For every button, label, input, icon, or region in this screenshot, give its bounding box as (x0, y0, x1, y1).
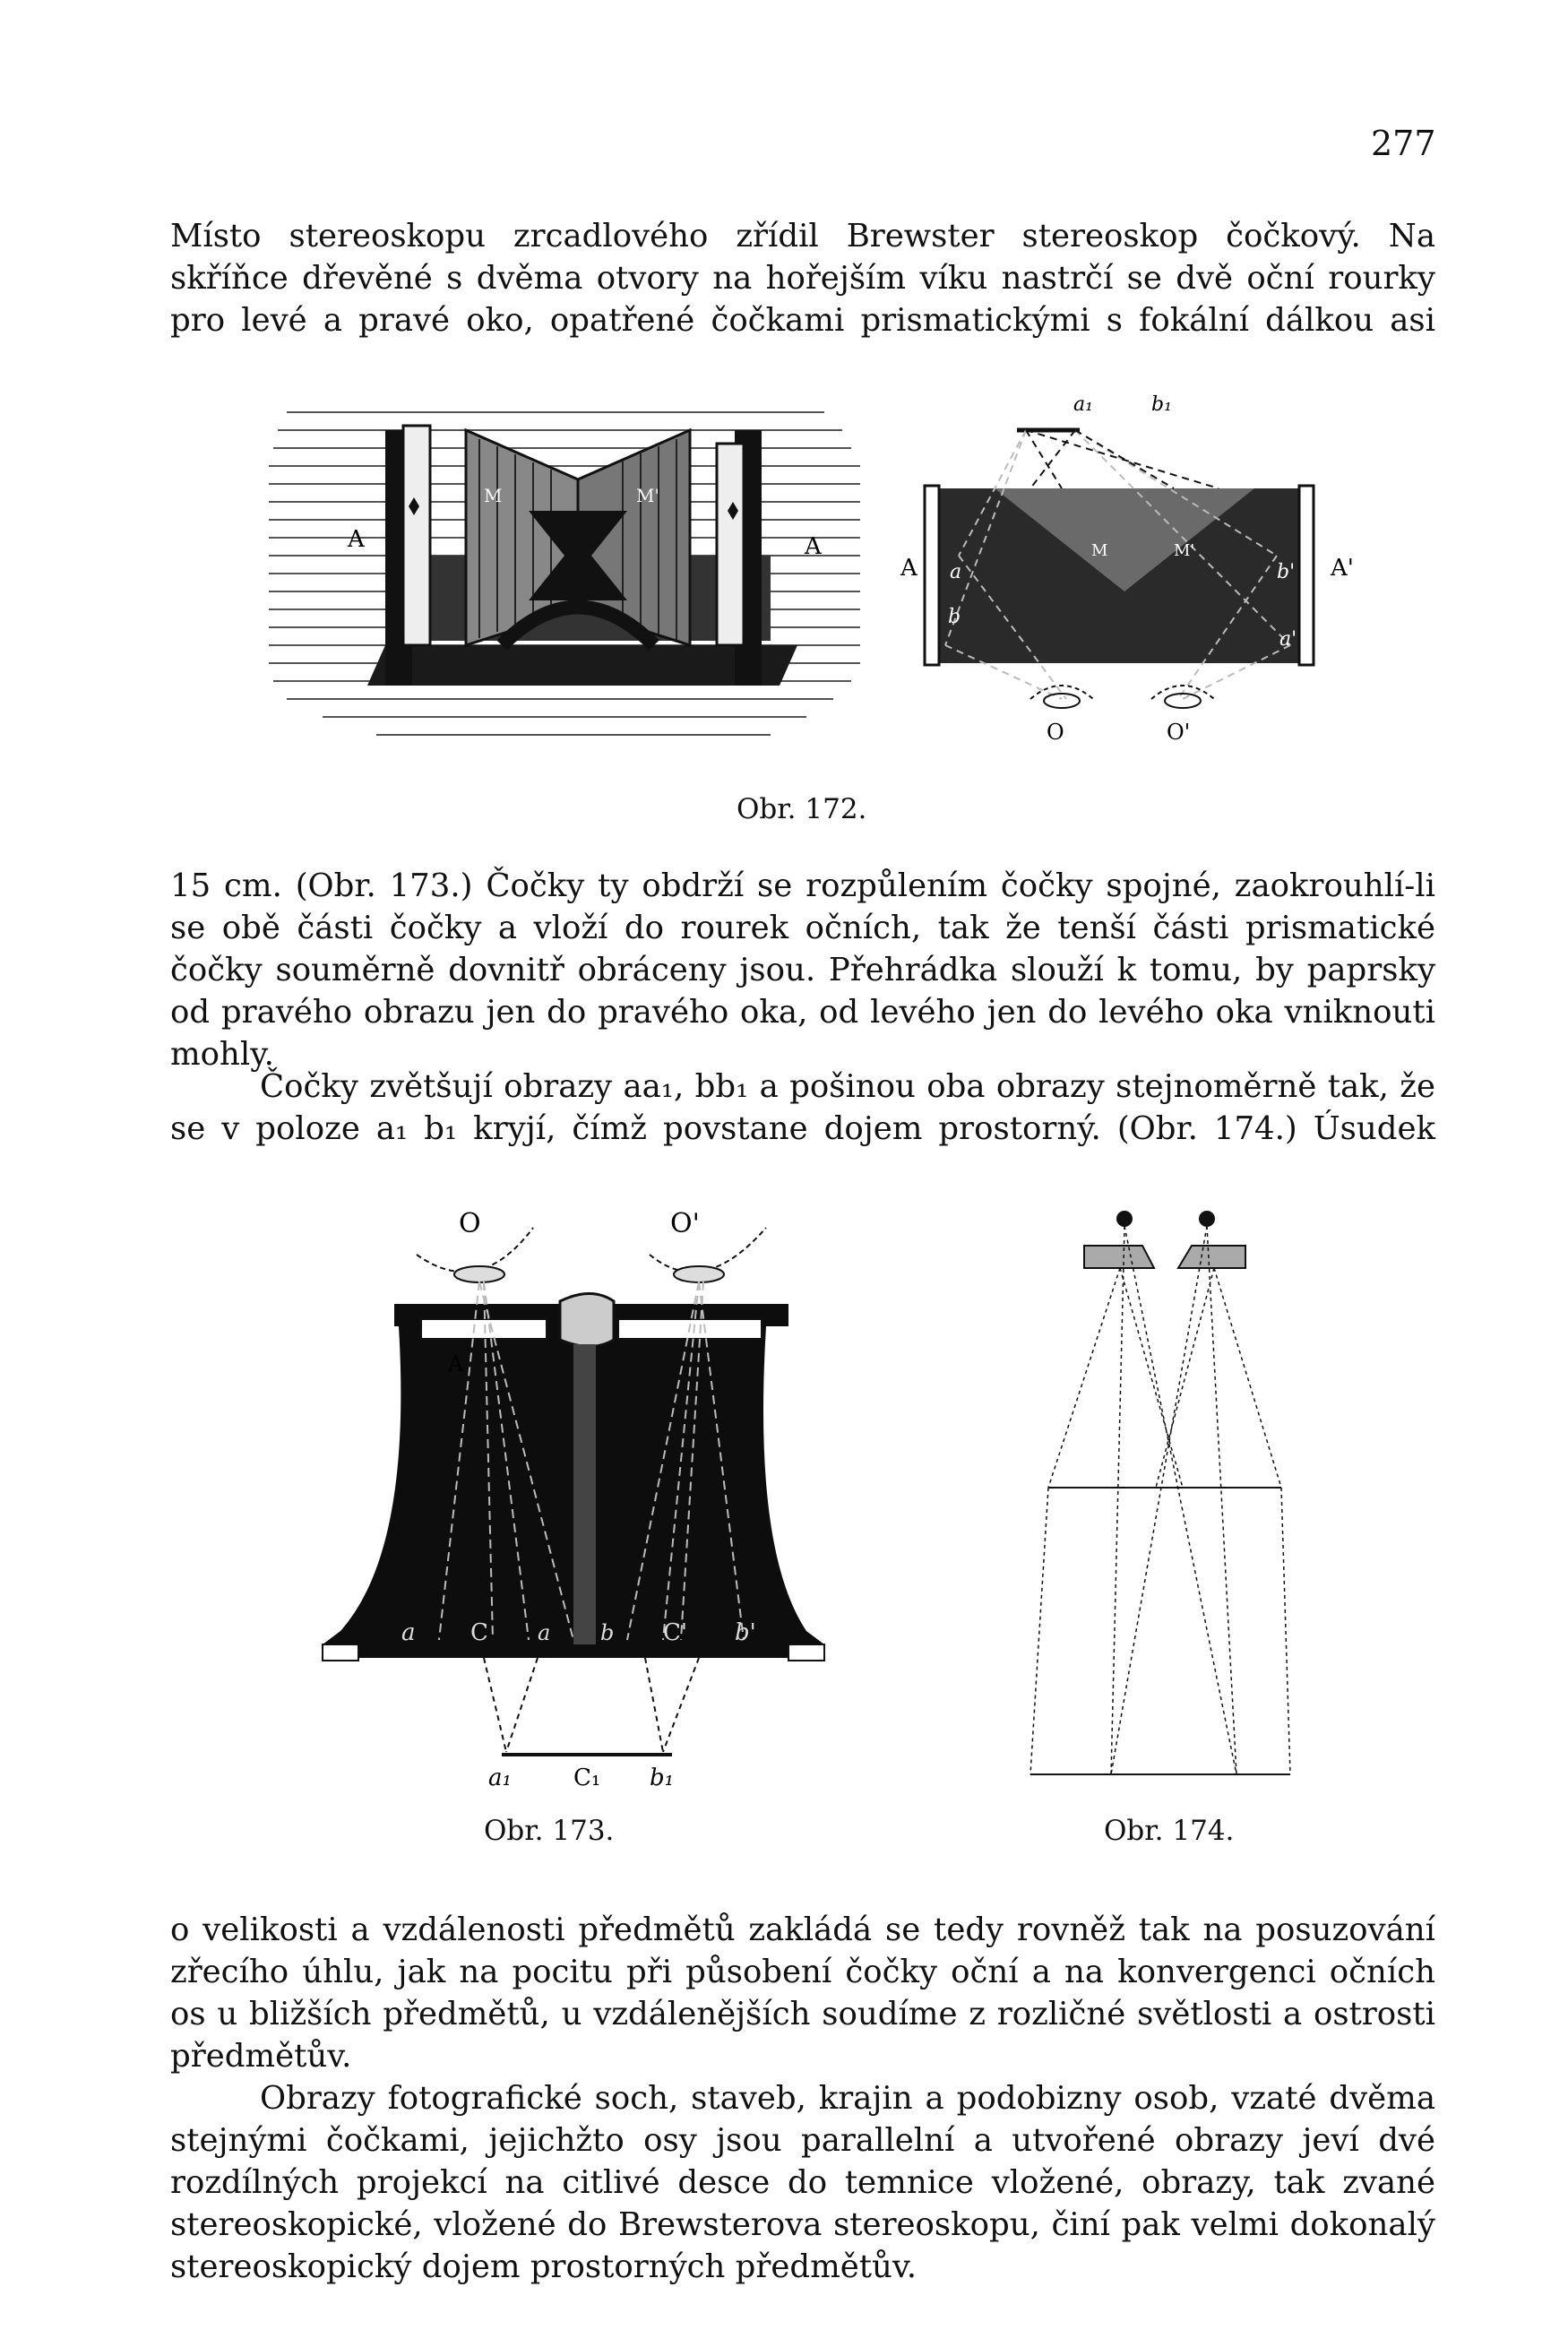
fig172-label-mirror-m: M (484, 485, 503, 506)
fig173-label-c: C (470, 1619, 488, 1646)
fig172-label-diag-a2: A' (1331, 555, 1354, 582)
fig172-label-m-left: M (1091, 541, 1108, 560)
page-number: 277 (1371, 124, 1436, 163)
fig173-label-a: a (401, 1619, 416, 1646)
caption-fig173: Obr. 173. (484, 1815, 615, 1847)
figure-174 (1021, 1192, 1317, 1801)
fig173-label-a1: a₁ (488, 1765, 512, 1791)
fig173-label-a-top: A (448, 1351, 464, 1376)
fig173-label-o: O (459, 1208, 481, 1239)
fig172-label-m-right: M' (1174, 541, 1195, 560)
fig172-stereoscope-drawing (269, 412, 860, 735)
figure-172 (269, 376, 1398, 771)
fig172-label-diag-a: A (900, 555, 918, 582)
fig172-ray-diagram (900, 393, 1354, 745)
paragraph-5: Obrazy fotografické soch, staveb, krajin a podobizny osob, vzaté dvěma stejnými čočkami, jejichžto osy jsou parallelní a utvořené obrazy jeví dvé rozdílných projekcí na citlivé desce do temnice vložené, obrazy, tak zvané stereoskopické, vložené do Brewsterova stereoskopu, činí pak velmi dokonalý stereoskopický dojem prostorných předmětův. (170, 2080, 1435, 2285)
fig172-label-b-right: b' (1277, 561, 1296, 583)
fig172-label-a-left: a (950, 561, 962, 583)
fig172-label-b-left: b (948, 606, 961, 628)
fig173-label-c1: C₁ (573, 1765, 601, 1791)
paragraph-2: 15 cm. (Obr. 173.) Čočky ty obdrží se rozpůlením čočky spojné, zaokrouhlí-li se obě části čočky a vloží do rourek očních, tak že tenší části prismatické čočky souměrně dovnitř obráceny jsou. Přehrádka slouží k tomu, by paprsky od pravého obrazu jen do pravého oka, od levého jen do levého oka vniknouti mohly. (170, 867, 1435, 1073)
fig172-label-left-a: A (348, 526, 365, 553)
fig173-label-b-mid: b (600, 1620, 615, 1645)
fig172-label-eye-o: O (1047, 720, 1064, 745)
fig173-label-c2: C' (663, 1619, 688, 1646)
fig172-label-eye-o2: O' (1167, 720, 1191, 745)
caption-fig174: Obr. 174. (1104, 1815, 1235, 1847)
fig172-label-a-right: a' (1279, 628, 1297, 651)
paragraph-3: Čočky zvětšují obrazy aa₁, bb₁ a pošinou oba obrazy stejnoměrně tak, že se v poloze a₁ b₁ kryjí, čímž povstane dojem prostorný. (Obr. 174.) Úsudek (170, 1068, 1435, 1147)
paragraph-4: o velikosti a vzdálenosti předmětů zakládá se tedy rovněž tak na posuzování zřecího úhlu, jak na pocitu při působení čočky oční a na konvergenci očních os u bližších předmětů, u vzdálenějších soudíme z rozličné světlosti a ostrosti předmětův. (170, 1911, 1435, 2075)
fig173-label-b1: b₁ (650, 1765, 675, 1791)
paragraph-1: Místo stereoskopu zrcadlového zřídil Brewster stereoskop čočkový. Na skříňce dřevěné s dvěma otvory na hořejším víku nastrčí se dvě oční rourky pro levé a pravé oko, opatřené čočkami prismatickými s fokální dálkou asi (170, 218, 1435, 339)
fig173-label-a-mid: a (538, 1620, 551, 1645)
fig172-label-b1: b₁ (1151, 393, 1172, 416)
fig172-label-a1: a₁ (1073, 393, 1093, 416)
fig173-label-o2: O' (670, 1208, 700, 1239)
fig173-label-b2: b' (735, 1619, 756, 1646)
fig172-label-right-a: A (805, 533, 822, 560)
caption-fig172: Obr. 172. (737, 793, 867, 825)
fig172-label-mirror-m2: M' (636, 485, 659, 506)
figure-173 (305, 1192, 833, 1792)
